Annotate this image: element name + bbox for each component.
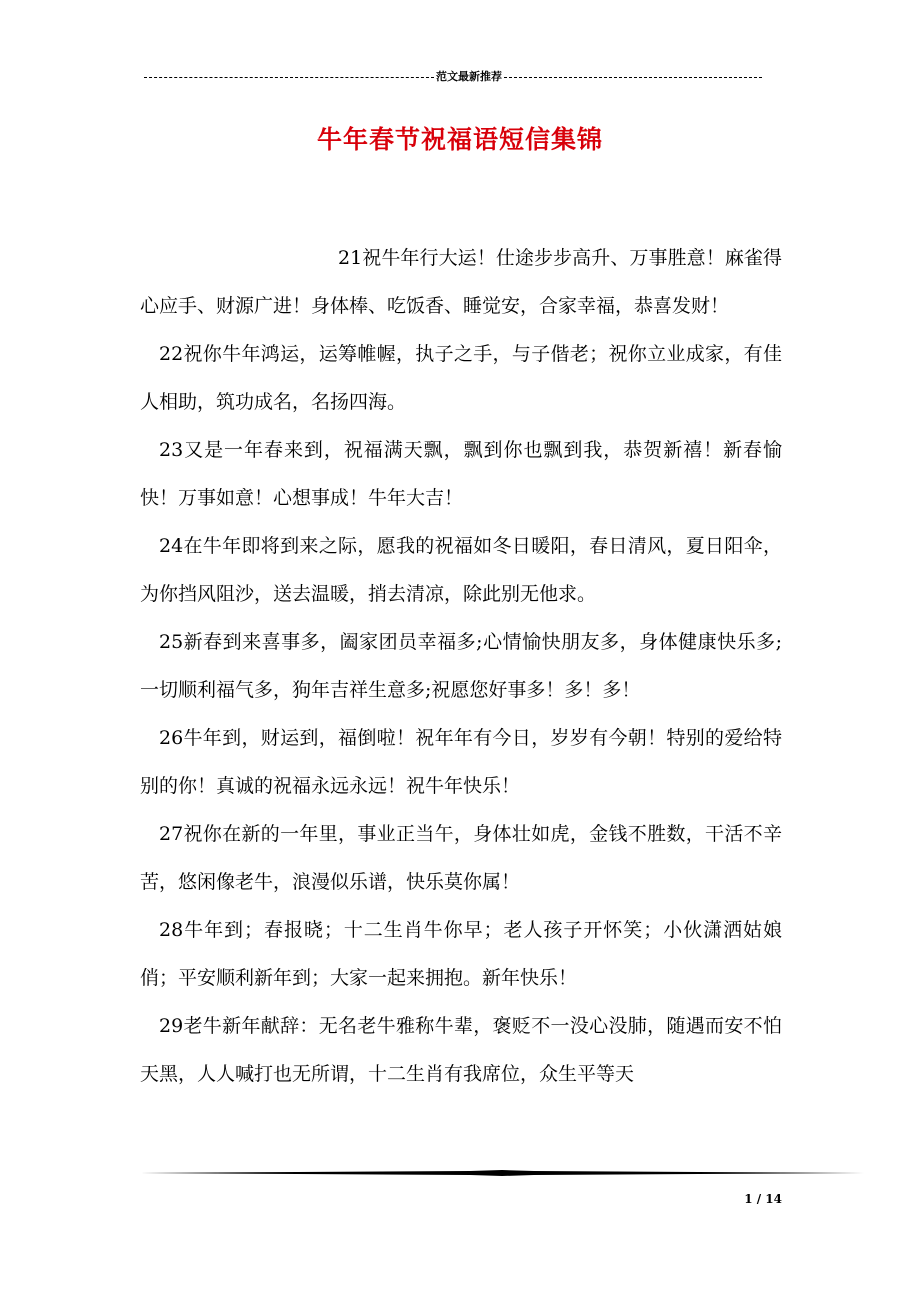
paragraph-29: 29老牛新年献辞：无名老牛雅称牛辈，褒贬不一没心没肺，随遇而安不怕天黑，人人喊打也无所谓，十二生肖有我席位，众生平等天 [140, 1015, 782, 1085]
paragraph-23: 23又是一年春来到，祝福满天飘，飘到你也飘到我，恭贺新禧！新春愉快！万事如意！心想事成！牛年大吉！ [140, 439, 782, 509]
page-number: 1 / 14 [744, 1192, 782, 1206]
paragraph-22: 22祝你牛年鸿运，运筹帷幄，执子之手，与子偕老；祝你立业成家，有佳人相助，筑功成名，名扬四海。 [140, 343, 782, 413]
footer-rule [140, 1170, 864, 1176]
paragraph-27: 27祝你在新的一年里，事业正当午，身体壮如虎，金钱不胜数，干活不辛苦，悠闲像老牛，浪漫似乐谱，快乐莫你属！ [140, 823, 782, 893]
header-dash-right [504, 77, 762, 78]
paragraph-25: 25新春到来喜事多，阖家团员幸福多;心情愉快朋友多，身体健康快乐多;一切顺利福气多，狗年吉祥生意多;祝愿您好事多！多！多！ [140, 631, 782, 701]
paragraph-28: 28牛年到；春报晓；十二生肖牛你早；老人孩子开怀笑；小伙潇洒姑娘俏；平安顺利新年到；大家一起来拥抱。新年快乐！ [140, 919, 782, 989]
paragraph-21: 21祝牛年行大运！仕途步步高升、万事胜意！麻雀得心应手、财源广进！身体棒、吃饭香、睡觉安，合家幸福，恭喜发财！ [140, 247, 782, 317]
header-label: 范文最新推荐 [436, 70, 502, 83]
document-body [140, 234, 782, 1098]
paragraph-26: 26牛年到，财运到，福倒啦！祝年年有今日，岁岁有今朝！特别的爱给特别的你！真诚的祝福永远永远！祝牛年快乐！ [140, 727, 782, 797]
paragraph-24: 24在牛年即将到来之际，愿我的祝福如冬日暖阳，春日清风，夏日阳伞，为你挡风阻沙，送去温暖，捎去清凉，除此别无他求。 [140, 535, 782, 605]
page-header [138, 68, 768, 86]
header-dash-left [144, 77, 434, 78]
document-title: 牛年春节祝福语短信集锦 [316, 125, 603, 154]
